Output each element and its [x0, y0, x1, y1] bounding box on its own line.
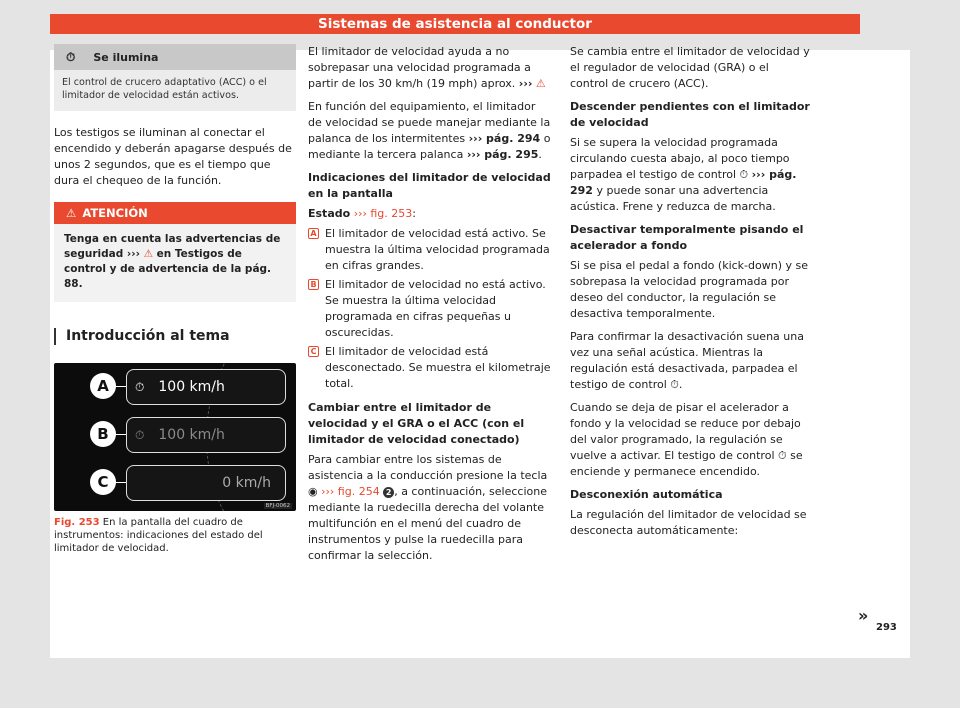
indicator-title: Se ilumina: [93, 50, 159, 64]
item-marker: C: [308, 346, 319, 357]
text: El limitador de velocidad ayuda a no sobrepasar una velocidad programada a partir de los 30 km/h (19 mph) aprox.: [308, 45, 531, 90]
warning-text-a: Tenga en cuenta las advertencias de seguridad ›››: [64, 233, 281, 260]
list-item: [308, 226, 552, 274]
text: Estado: [308, 207, 351, 220]
text: Para confirmar la desactivación suena una vez una señal acústica. Mientras la regulación está desactivada, parpadea el testigo de control: [570, 330, 804, 391]
indicator-header: [54, 44, 296, 70]
caption-number: Fig. 253: [54, 517, 100, 528]
figure-reference[interactable]: ››› fig. 253: [353, 207, 413, 220]
warning-triangle-icon: ⚠: [535, 77, 546, 90]
column-middle: [308, 44, 552, 571]
subheading: Desconexión automática: [570, 488, 723, 501]
figure-253: [54, 363, 296, 511]
paragraph: Los testigos se iluminan al conectar el encendido y deberán apagarse después de unos 2 segundos, que es el tiempo que dura el chequeo de la función.: [54, 126, 292, 187]
item-text: El limitador de velocidad está activo. Se muestra la última velocidad programada en cifras grandes.: [325, 227, 550, 272]
display-state-c: [126, 465, 286, 501]
continue-marker: »: [858, 606, 869, 625]
speed-limiter-icon: ⏱: [66, 49, 76, 64]
paragraph: La regulación del limitador de velocidad se desconecta automáticamente:: [570, 508, 807, 537]
speed-limiter-icon: ⏱: [778, 449, 787, 462]
subheading: Desactivar temporalmente pisando el acelerador a fondo: [570, 223, 804, 252]
text: y puede sonar una advertencia acústica. Frene y reduzca de marcha.: [570, 184, 776, 213]
figure-label-c: C: [90, 469, 116, 495]
item-text: El limitador de velocidad no está activo. Se muestra la última velocidad programada en cifras pequeñas u oscurecidas.: [325, 278, 546, 339]
warning-triangle-icon: ⚠: [66, 206, 77, 220]
figure-label-b: B: [90, 421, 116, 447]
item-text: El limitador de velocidad está desconectado. Se muestra el kilometraje total.: [325, 345, 551, 390]
column-right: [570, 44, 810, 546]
item-marker: A: [308, 228, 319, 239]
subheading: Cambiar entre el limitador de velocidad y el GRA o el ACC (con el limitador de velocidad conectado): [308, 401, 525, 446]
text: .: [678, 378, 683, 391]
paragraph: [570, 135, 810, 215]
text: o mediante la tercera palanca: [308, 132, 551, 161]
paragraph: [308, 206, 552, 222]
state-list: [308, 226, 552, 392]
page-reference[interactable]: ››› pág. 295: [466, 148, 539, 161]
list-item: [308, 277, 552, 341]
text: .: [538, 148, 542, 161]
warning-text: [54, 224, 296, 302]
warning-text-b: en Testigos de control y de advertencia de la pág. 88.: [64, 248, 272, 290]
warning-triangle-icon: ⚠: [143, 248, 153, 260]
paragraph: Si se pisa el pedal a fondo (kick-down) y se sobrepasa la velocidad programada por deseo del conductor, la regulación se desactiva temporalmente.: [570, 259, 808, 320]
column-left: [54, 44, 296, 555]
display-value-c: 0 km/h: [222, 475, 271, 491]
subheading: Descender pendientes con el limitador de velocidad: [570, 100, 810, 129]
text: Si se supera la velocidad programada circulando cuesta abajo, al poco tiempo parpadea el testigo de control: [570, 136, 790, 181]
paragraph: [308, 452, 552, 564]
page-number: 293: [876, 622, 897, 633]
speed-limiter-icon: ⏱: [739, 168, 749, 181]
speed-limiter-icon: ⏱: [135, 427, 145, 442]
display-state-a: [126, 369, 286, 405]
text: Para cambiar entre los sistemas de asistencia a la conducción presione la tecla: [308, 453, 548, 482]
page-header: Sistemas de asistencia al conductor: [50, 14, 860, 34]
indicator-text: El control de crucero adaptativo (ACC) o el limitador de velocidad están activos.: [62, 77, 267, 101]
display-value-a: 100 km/h: [158, 379, 225, 395]
subheading: Indicaciones del limitador de velocidad en la pantalla: [308, 171, 551, 200]
speed-limiter-icon: ⏱: [670, 378, 679, 391]
text: se enciende y permanece encendido.: [570, 449, 803, 478]
text: ›››: [518, 77, 533, 90]
warning-title: ATENCIÓN: [82, 206, 148, 220]
indicator-box: [54, 44, 296, 111]
callout-line: [114, 386, 126, 387]
page-reference[interactable]: ››› pág. 292: [570, 168, 797, 197]
text: , a continuación, seleccione mediante la ruedecilla derecha del volante multifunción en el menú del cuadro de instrumentos y pulse la ruedecilla para confirmar la selección.: [308, 485, 547, 562]
callout-line: [114, 434, 126, 435]
paragraph: [308, 44, 552, 92]
callout-line: [114, 482, 126, 483]
item-marker: B: [308, 279, 319, 290]
paragraph: Se cambia entre el limitador de velocidad y el regulador de velocidad (GRA) o el control de crucero (ACC).: [570, 45, 810, 90]
figure-reference[interactable]: ››› fig. 254: [321, 485, 380, 498]
figure-caption: [54, 516, 296, 555]
display-value-b: 100 km/h: [158, 427, 225, 443]
paragraph: [570, 400, 810, 480]
display-state-b: [126, 417, 286, 453]
callout-number: 2: [383, 487, 394, 498]
text: En función del equipamiento, el limitador de velocidad se puede manejar mediante la palanca de los intermitentes: [308, 100, 551, 145]
page-reference[interactable]: ››› pág. 294: [468, 132, 541, 145]
paragraph: [570, 329, 810, 393]
steering-button-icon: ◉: [308, 485, 318, 498]
caption-text: En la pantalla del cuadro de instrumentos: indicaciones del estado del limitador de velocidad.: [54, 517, 263, 554]
list-item: [308, 344, 552, 392]
figure-code: BFJ-0062: [265, 503, 290, 509]
warning-header: [54, 202, 296, 224]
warning-box: [54, 202, 296, 302]
text: :: [412, 207, 416, 220]
text: Cuando se deja de pisar el acelerador a fondo y la velocidad se reduce por debajo del valor programado, la regulación se vuelve a activar. El testigo de control: [570, 401, 801, 462]
speed-limiter-icon: ⏱: [135, 379, 145, 394]
figure-label-a: A: [90, 373, 116, 399]
section-title: Introducción al tema: [54, 328, 296, 345]
paragraph: [308, 99, 552, 163]
